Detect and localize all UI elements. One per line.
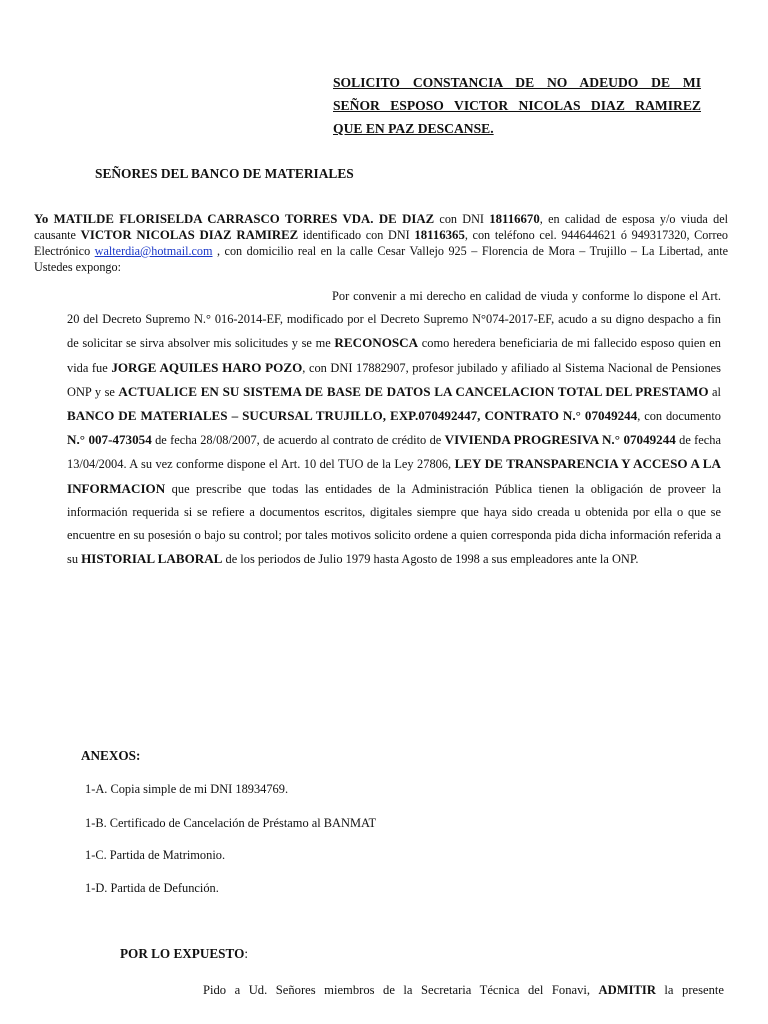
- body-bold-4: BANCO DE MATERIALES – SUCURSAL TRUJILLO, EXP.070492447, CONTRATO N.° 07049244: [67, 408, 638, 424]
- intro-text-1: con DNI: [434, 212, 490, 226]
- intro-text-5: , con domicilio real en la calle Cesar Vallejo 925 – Florencia de Mora – Trujillo – La Libertad, ante Ustedes expongo:: [34, 244, 728, 274]
- body-bold-6: VIVIENDA PROGRESIVA N.° 07049244: [444, 432, 676, 448]
- closing-title-colon: :: [244, 946, 248, 961]
- deceased-dni: 18116365: [414, 228, 465, 242]
- subject-line-2: SEÑOR ESPOSO VICTOR NICOLAS DIAZ RAMIREZ: [333, 98, 701, 113]
- deceased-name: VICTOR NICOLAS DIAZ RAMIREZ: [80, 228, 299, 242]
- subject-heading: [333, 71, 701, 140]
- body-text-2: como heredera beneficiaria de mi fallecido esposo quien en vida fue: [67, 336, 721, 375]
- closing-request: [203, 983, 724, 998]
- body-text-3: , con DNI 17882907, profesor jubilado y afiliado al Sistema Nacional de Pensiones ONP y se: [67, 360, 721, 399]
- body-text-5: , con documento: [637, 409, 721, 424]
- body-bold-1: RECONOSCA: [334, 335, 419, 351]
- addressee: SEÑORES DEL BANCO DE MATERIALES: [95, 166, 354, 181]
- intro-paragraph: [34, 211, 728, 275]
- closing-title-text: POR LO EXPUESTO: [120, 946, 245, 961]
- body-text-4: al: [708, 384, 721, 399]
- anexo-item: 1-C. Partida de Matrimonio.: [85, 848, 226, 862]
- closing-title: [120, 946, 248, 962]
- closing-text-2: la presente: [655, 983, 724, 997]
- intro-text-2: , en calidad de esposa y/o viuda del causante: [34, 212, 728, 242]
- closing-bold: ADMITIR: [598, 983, 656, 997]
- body-text-7: de fecha 13/04/2004. A su vez conforme dispone el Art. 10 del TUO de la Ley 27806,: [67, 433, 721, 472]
- body-bold-5: N.° 007-473054: [67, 432, 152, 448]
- body-bold-3: ACTUALICE EN SU SISTEMA DE BASE DE DATOS LA CANCELACION TOTAL DEL PRESTAMO: [118, 383, 709, 399]
- body-bold-2: JORGE AQUILES HARO POZO: [111, 359, 303, 375]
- anexos-title: ANEXOS:: [81, 748, 141, 763]
- body-text-6: de fecha 28/08/2007, de acuerdo al contrato de crédito de: [151, 433, 445, 448]
- subject-line-1: SOLICITO CONSTANCIA DE NO ADEUDO DE MI: [333, 75, 701, 90]
- closing-text-1: Pido a Ud. Señores miembros de la Secretaria Técnica del Fonavi,: [203, 983, 599, 997]
- intro-text-3: identificado con DNI: [298, 228, 415, 242]
- email-link[interactable]: walterdia@hotmail.com: [94, 244, 213, 258]
- body-bold-7: LEY DE TRANSPARENCIA Y ACCESO A LA INFORMACION: [67, 456, 721, 496]
- anexo-item: 1-B. Certificado de Cancelación de Préstamo al BANMAT: [85, 816, 377, 830]
- anexo-item: 1-A. Copia simple de mi DNI 18934769.: [85, 782, 289, 796]
- body-text-1: Por convenir a mi derecho en calidad de viuda y conforme lo dispone el Art. 20 del Decreto Supremo N.° 016-2014-EF, modificado por el Decreto Supremo N°074-2017-EF, acudo a su digno despacho a fin de solicitar se sirva absolver mis solicitudes y se me: [67, 289, 721, 351]
- body-text-9: de los periodos de Julio 1979 hasta Agosto de 1998 a sus empleadores ante la ONP.: [222, 552, 639, 567]
- applicant-dni: 18116670: [489, 212, 540, 226]
- body-text-8: que prescribe que todas las entidades de la Administración Pública tienen la obligación de proveer la información requerida si se refiere a documentos escritos, digitales siempre que haya sido creada u obtenida por ella o que se encuentre en su posesión o bajo su control; por tales motivos solicito ordene a quien corresponda pida dicha información referida a su: [67, 481, 721, 567]
- intro-text-4: , con teléfono cel. 944644621 ó 949317320, Correo Electrónico: [34, 228, 729, 258]
- anexo-item: 1-D. Partida de Defunción.: [85, 881, 219, 895]
- subject-line-3: QUE EN PAZ DESCANSE.: [333, 121, 494, 136]
- applicant-name: Yo MATILDE FLORISELDA CARRASCO TORRES VDA. DE DIAZ: [34, 212, 435, 226]
- body-bold-8: HISTORIAL LABORAL: [81, 551, 223, 567]
- body-paragraph: [67, 285, 721, 571]
